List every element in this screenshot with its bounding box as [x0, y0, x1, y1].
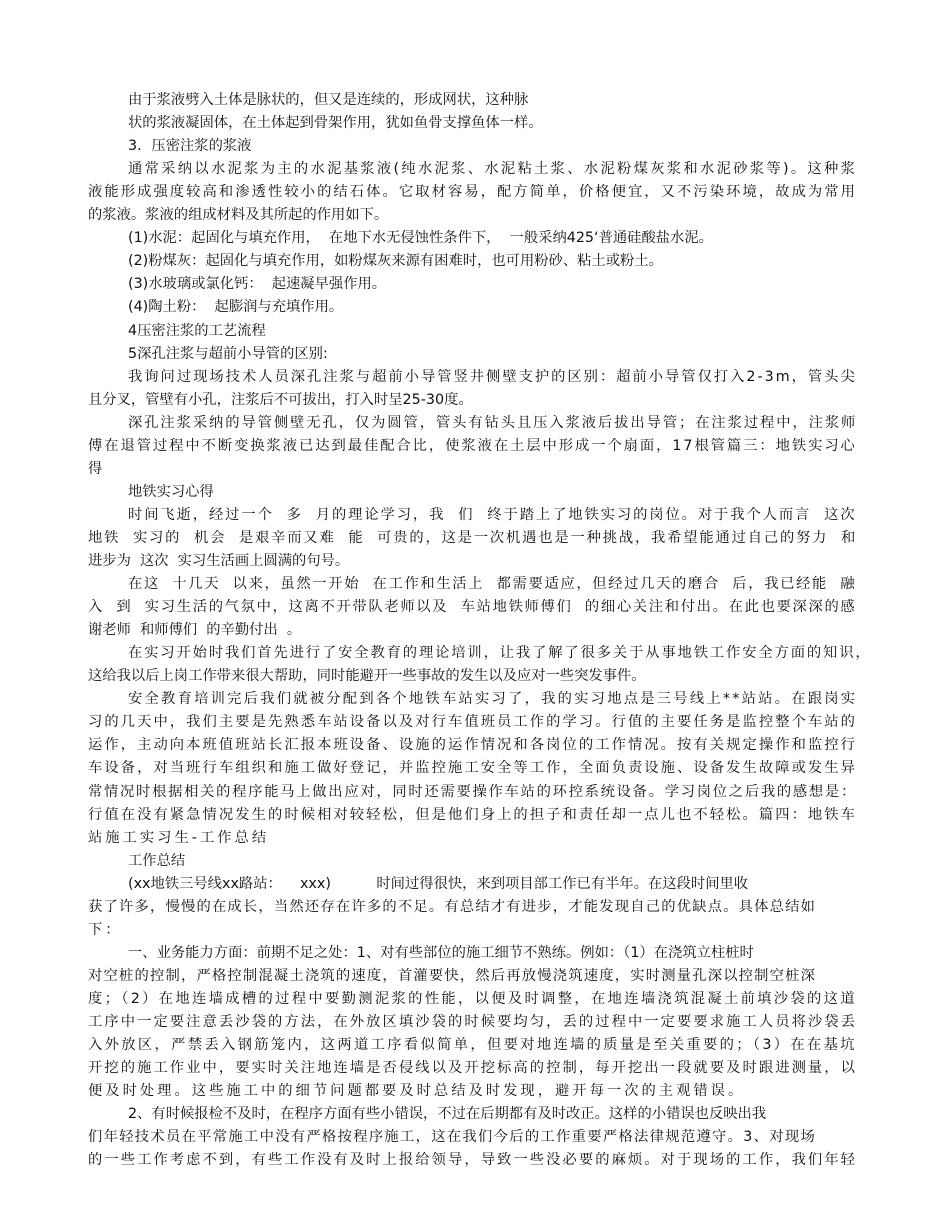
text-line: 行值在没有紧急情况发生的时候相对较轻松，但是他们身上的担子和责任却一点儿也不轻松。篇四：地铁车 — [88, 807, 858, 823]
text-line: 且分叉，管壁有小孔，注浆后不可拔出，打入时呈25-30度。 — [88, 392, 473, 408]
text-line: 3．压密注浆的浆液 — [128, 138, 252, 154]
text-line: 在实习开始时我们首先进行了安全教育的理论培训，让我了解了很多关于从事地铁工作安全方面的知识， — [128, 645, 872, 661]
text-line: 谢老师 和师傅们 的辛勤付出 。 — [88, 622, 302, 638]
text-line: 傅在退管过程中不断变换浆液已达到最佳配合比，使浆液在土层中形成一个扇面，17根管篇三：地铁实习心 — [88, 438, 857, 454]
text-line: 度；（2）在地连墙成槽的过程中要勤测泥浆的性能，以便及时调整，在地连墙浇筑混凝土前填沙袋的这道 — [88, 991, 857, 1007]
text-line: (4)陶土粉： 起膨润与充填作用。 — [128, 299, 344, 315]
text-line: (3)水玻璃或氯化钙： 起速凝早强作用。 — [128, 276, 387, 292]
text-line: (xx地铁三号线xx路站： xxx) 时间过得很快，来到项目部工作已有半年。在这段时间里收 — [128, 876, 749, 892]
text-line: 安全教育培训完后我们就被分配到各个地铁车站实习了，我的实习地点是三号线上**站站。在跟岗实 — [128, 691, 858, 707]
text-line: 地铁 实习的 机会 是艰辛而又难 能 可贵的，这是一次机遇也是一种挑战，我希望能通过自己的努力 和 — [88, 530, 858, 546]
text-line: 的一些工作考虑不到，有些工作没有及时上报给领导，导致一些没必要的麻烦。对于现场的工作，我们年轻 — [88, 1152, 858, 1168]
text-line: 通常采纳以水泥浆为主的水泥基浆液(纯水泥浆、水泥粘土浆、水泥粉煤灰浆和水泥砂浆等)。这种浆 — [128, 161, 858, 177]
text-line: 在这 十几天 以来，虽然一开始 在工作和生活上 都需要适应，但经过几天的磨合 后，我已经能 融 — [128, 576, 857, 592]
text-line: 的浆液。浆液的组成材料及其所起的作用如下。 — [88, 207, 389, 223]
text-line: 时间飞逝，经过一个 多 月的理论学习，我 们 终于踏上了地铁实习的岗位。对于我个人而言 这次 — [128, 507, 857, 523]
text-line: 液能形成强度较高和渗透性较小的结石体。它取材容易，配方简单，价格便宜，又不污染环境，故成为常用 — [88, 184, 858, 200]
text-line: 地铁实习心得 — [128, 484, 214, 500]
text-line: 由于浆液劈入土体是脉状的，但又是连续的，形成网状，这种脉 — [128, 92, 529, 108]
text-line: 工序中一定要注意丢沙袋的方法，在外放区填沙袋的时候要均匀，丢的过程中一定要要求施工人员将沙袋丢 — [88, 1014, 858, 1030]
text-line: 进步为 这次 实习生活画上圆满的句号。 — [88, 553, 350, 569]
text-line: 工作总结 — [128, 853, 186, 869]
text-line: 车设备，对当班行车组织和施工做好登记，并监控施工安全等工作，全面负责设施、设备发生故障或发生异 — [88, 760, 858, 776]
text-line: 对空桩的控制，严格控制混凝土浇筑的速度，首灌要快，然后再放慢浇筑速度，实时测量孔深以控制空桩深 — [88, 968, 817, 984]
text-line: (1)水泥：起固化与填充作用， 在地下水无侵蚀性条件下， 一般采纳425‘普通硅酸盐水泥。 — [128, 230, 713, 246]
text-line: 常情况时根据相关的程序能马上做出应对，同时还需要操作车站的环控系统设备。学习岗位之后我的感想是： — [88, 784, 857, 800]
text-line: 们年轻技术员在平常施工中没有严格按程序施工，这在我们今后的工作重要严格法律规范遵守。3、对现场 — [88, 1129, 817, 1145]
text-line: (2)粉煤灰：起固化与填充作用，如粉煤灰来源有困难时，也可用粉砂、粘土或粉土。 — [128, 253, 663, 269]
text-line: 一、业务能力方面：前期不足之处：1、对有些部位的施工细节不熟练。例如：（1）在浇筑立柱桩时 — [128, 945, 754, 961]
text-line: 便及时处理。这些施工中的细节问题都要及时总结及时发现，避开每一次的主观错误。 — [88, 1083, 746, 1099]
text-line: 4压密注浆的工艺流程 — [128, 323, 266, 339]
text-line: 习的几天中，我们主要是先熟悉车站设备以及对行车值班员工作的学习。行值的主要任务是监控整个车站的 — [88, 714, 858, 730]
text-line: 深孔注浆采纳的导管侧壁无孔，仅为圆管，管头有钻头且压入浆液后拔出导管；在注浆过程中，注浆师 — [128, 415, 858, 431]
text-line: 下： — [88, 922, 123, 938]
text-line: 运作，主动向本班值班站长汇报本班设备、设施的运作情况和各岗位的工作情况。按有关规定操作和监控行 — [88, 737, 858, 753]
text-line: 站施工实习生-工作总结 — [88, 830, 270, 846]
text-line: 得 — [88, 461, 103, 477]
text-line: 开挖的施工作业中，要实时关注地连墙是否侵线以及开挖标高的控制，每开挖出一段就要及时跟进测量，以 — [88, 1060, 858, 1076]
text-line: 5深孔注浆与超前小导管的区别: — [128, 346, 328, 362]
text-line: 获了许多，慢慢的在成长，当然还存在许多的不足。有总结才有进步，才能发现自己的优缺点。具体总结如 — [88, 899, 817, 915]
text-line: 入外放区，严禁丢入钢筋笼内，这两道工序看似简单，但要对地连墙的质量是至关重要的；（3）在在基坑 — [88, 1037, 857, 1053]
text-line: 状的浆液凝固体，在土体起到骨架作用，犹如鱼骨支撑鱼体一样。 — [128, 115, 543, 131]
text-line: 入 到 实习生活的气氛中，这离不开带队老师以及 车站地铁师傅们 的细心关注和付出。在此也要深深的感 — [88, 599, 857, 615]
text-line: 2、有时候报检不及时，在程序方面有些小错误，不过在后期都有及时改正。这样的小错误也反映出我 — [128, 1106, 767, 1122]
text-line: 我询问过现场技术人员深孔注浆与超前小导管竖井侧壁支护的区别：超前小导管仅打入2-3m，管头尖 — [128, 369, 857, 385]
text-line: 这给我以后上岗工作带来很大帮助，同时能避开一些事故的发生以及应对一些突发事件。 — [88, 668, 646, 684]
